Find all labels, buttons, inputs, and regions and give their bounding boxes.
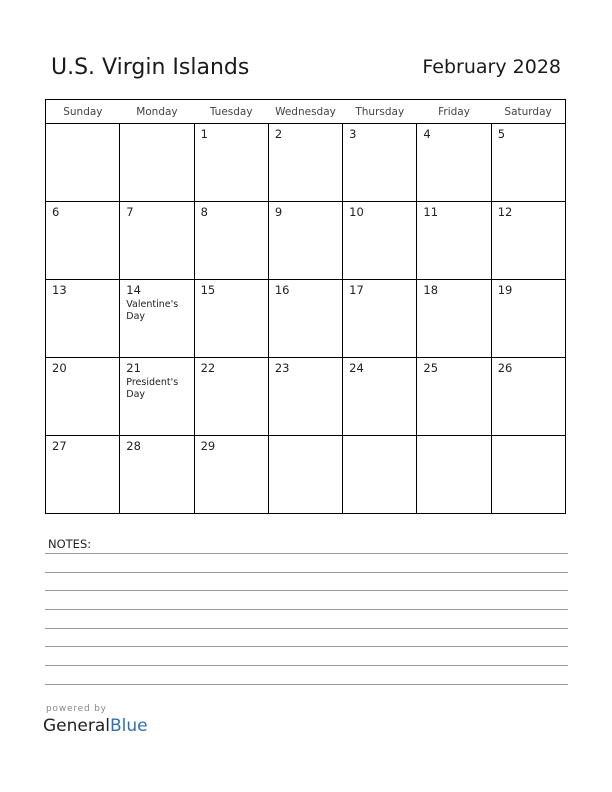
day-number: 29 <box>200 439 216 453</box>
day-cell <box>120 358 194 436</box>
note-line <box>45 590 568 591</box>
day-cell <box>268 358 342 436</box>
day-number: 20 <box>52 361 67 375</box>
brand-logo[interactable] <box>43 716 148 736</box>
day-cell <box>343 202 417 280</box>
day-cell <box>46 280 120 358</box>
powered-by-text: powered by <box>46 704 107 714</box>
day-cell <box>46 358 120 436</box>
week-row <box>46 358 566 436</box>
day-number: 23 <box>274 361 290 375</box>
day-number: 10 <box>349 205 364 219</box>
day-number: 6 <box>52 205 60 219</box>
week-row <box>46 436 566 514</box>
holiday-label: Valentine's Day <box>126 299 179 322</box>
day-cell <box>268 124 342 202</box>
day-number: 2 <box>274 127 283 141</box>
day-number: 8 <box>200 205 208 219</box>
day-number: 5 <box>497 127 506 141</box>
weekday-header: Tuesday <box>194 100 268 124</box>
day-number: 12 <box>497 205 513 219</box>
day-cell <box>120 436 194 514</box>
day-number: 14 <box>126 283 141 297</box>
day-number: 9 <box>274 205 283 219</box>
day-cell <box>194 280 268 358</box>
weekday-header: Wednesday <box>268 100 342 124</box>
day-number: 13 <box>52 283 67 297</box>
day-number: 16 <box>274 283 290 297</box>
day-cell <box>194 124 268 202</box>
day-cell <box>491 358 565 436</box>
month-calendar <box>45 99 566 514</box>
month-label: February 2028 <box>422 56 561 78</box>
day-cell <box>120 124 194 202</box>
day-cell <box>194 436 268 514</box>
day-number: 3 <box>349 127 357 141</box>
day-number: 15 <box>200 283 216 297</box>
day-cell <box>268 436 342 514</box>
day-number: 7 <box>126 205 134 219</box>
day-cell <box>491 436 565 514</box>
day-cell <box>343 124 417 202</box>
weekday-header: Monday <box>120 100 194 124</box>
day-cell <box>417 124 491 202</box>
day-cell <box>194 358 268 436</box>
week-row <box>46 280 566 358</box>
day-cell <box>417 436 491 514</box>
day-number: 25 <box>423 361 439 375</box>
day-cell <box>491 124 565 202</box>
day-number: 17 <box>349 283 364 297</box>
note-line <box>45 609 568 610</box>
day-cell <box>417 202 491 280</box>
calendar-title: U.S. Virgin Islands <box>51 55 250 80</box>
day-number: 1 <box>200 127 208 141</box>
weekday-header-row <box>46 100 566 124</box>
day-cell <box>343 436 417 514</box>
day-cell <box>46 436 120 514</box>
day-cell <box>120 202 194 280</box>
note-line <box>45 553 568 554</box>
note-line <box>45 684 568 685</box>
weekday-header: Sunday <box>46 100 120 124</box>
day-cell <box>417 358 491 436</box>
brand-blue: Blue <box>110 716 148 736</box>
holiday-label: President's Day <box>126 377 179 400</box>
note-line <box>45 665 568 666</box>
weekday-header: Thursday <box>343 100 417 124</box>
brand-general: General <box>43 716 110 736</box>
notes-label: NOTES: <box>48 537 92 551</box>
note-line <box>45 628 568 629</box>
day-number: 18 <box>423 283 439 297</box>
day-cell <box>194 202 268 280</box>
day-cell <box>343 358 417 436</box>
day-cell <box>268 280 342 358</box>
day-number: 26 <box>497 361 513 375</box>
note-line <box>45 646 568 647</box>
day-cell <box>343 280 417 358</box>
note-line <box>45 572 568 573</box>
day-number: 27 <box>52 439 67 453</box>
day-cell <box>46 202 120 280</box>
day-number: 11 <box>423 205 439 219</box>
day-cell <box>417 280 491 358</box>
day-number: 22 <box>200 361 216 375</box>
day-cell <box>491 280 565 358</box>
day-number: 19 <box>497 283 513 297</box>
weekday-header: Saturday <box>491 100 565 124</box>
day-number: 4 <box>423 127 431 141</box>
day-cell <box>46 124 120 202</box>
day-number: 24 <box>349 361 364 375</box>
week-row <box>46 202 566 280</box>
day-number: 21 <box>126 361 141 375</box>
week-row <box>46 124 566 202</box>
day-cell <box>268 202 342 280</box>
day-number: 28 <box>126 439 141 453</box>
day-cell <box>120 280 194 358</box>
weekday-header: Friday <box>417 100 491 124</box>
day-cell <box>491 202 565 280</box>
